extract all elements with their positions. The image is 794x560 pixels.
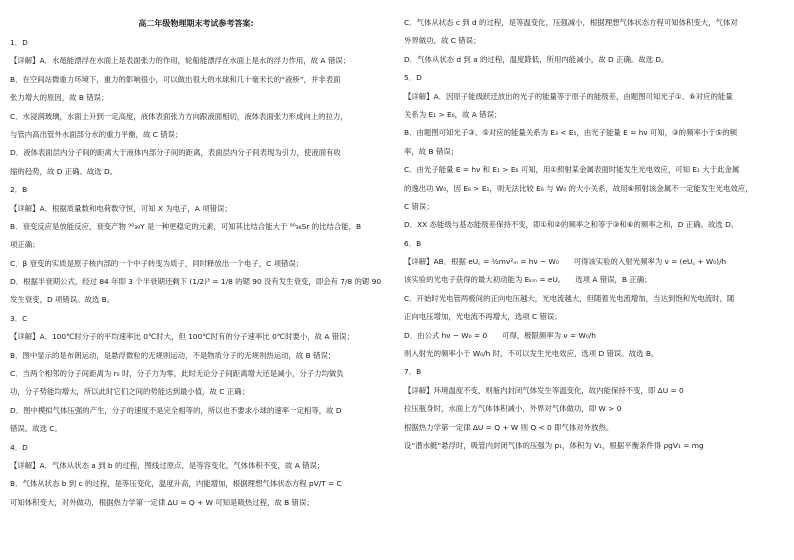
answer-text-line: 外界做功，故 C 错误；: [404, 36, 481, 46]
answer-text-line: 【详解】A．根据质量数和电荷数守恒，可知 X 为电子，A 项错误；: [10, 203, 232, 213]
answer-text-line: C．气体从状态 c 到 d 的过程，是等温变化，压强减小，根据理想气体状态方程可知体积变大，气体对: [404, 18, 738, 27]
answer-text-line: 功，分子势能均增大，所以此时它们之间的势能达到最小值，故 C 正确；: [10, 387, 249, 397]
answer-text-line: D．气体从状态 d 到 a 的过程，温度降低，所用内能减小，故 D 正确。故选 D。: [404, 54, 669, 64]
answer-text-line: B．衰变反应是放能反应，衰变产物 ⁹⁰₃₉Y 是一种更稳定的元素，可知其比结合能大于 ⁹⁰₃₈Sr 的比结合能，B: [10, 221, 362, 231]
left-column: [10, 14, 382, 512]
answer-text-line: D．XX 态能级与基态能级差保持不变，即①和②的频率之和等于③和⑥的频率之和，D 正确。故选 D。: [404, 220, 739, 230]
answer-text-line: C．水浸润玻璃，水面上升到一定高度，液体表面张力方向跟液面相切，液体表面张力形成向上的拉力，: [10, 111, 348, 121]
answer-text-line: 2．B: [10, 185, 28, 195]
answer-text-line: C．开始时光电管两极间的正向电压越大，光电流越大，但随着光电流增加，当达到饱和光电流时，随: [404, 293, 735, 303]
answer-text-line: 设“潜水艇”悬浮时，吸管内封闭气体的压强为 p₁，体积为 V₁，根据平衡条件得 ρgV₁ = mg: [404, 440, 704, 450]
answer-text-line: 关系为 E₁ > E₆，故 A 错误；: [404, 109, 502, 119]
answer-text-line: 4．D: [10, 442, 28, 452]
right-text-lines: [404, 14, 782, 455]
answer-text-line: B．气体从状态 b 到 c 的过程，是等压变化，温度升高，内能增加，根据理想气体状态方程 pV/T = C: [10, 479, 342, 489]
answer-text-line: 【详解】A．水黾能漂浮在水面上是表面张力的作用，轮船能漂浮在水面上是水的浮力作用，故 A 错误；: [10, 56, 351, 66]
answer-text-line: 3．C: [10, 313, 28, 323]
answer-text-line: D．根据半衰期公式，经过 84 年即 3 个半衰期还剩下 (1/2)³ = 1/8 的锶 90 没有发生衰变，即会有 7/8 的锶 90: [10, 277, 382, 287]
answer-text-line: 6．B: [404, 238, 422, 248]
answer-text-line: 7．B: [404, 367, 422, 377]
answer-text-line: 根据热力学第一定律 ΔU = Q + W 则 Q < 0 即气体对外放热。: [404, 422, 614, 432]
answer-text-line: 发生衰变，D 项错误。故选 B。: [10, 295, 115, 305]
answer-text-line: C．当两个相邻的分子间距离为 r₀ 时，分子力为零，此时无论分子间距离增大还是减小，分子力均做负: [10, 369, 344, 379]
answer-text-line: 缩的趋势，故 D 正确。故选 D。: [10, 166, 118, 176]
answer-text-line: 【详解】A．因原子能级跃迁放出的光子的能量等于原子的能级差，由题图可知光子①、⑥对应的能量: [404, 91, 733, 101]
answer-text-line: C．β 衰变的实质是原子核内部的一个中子转变为质子，同时释放出一个电子，C 项错误；: [10, 258, 304, 268]
answer-text-line: 率，故 B 错误；: [404, 146, 459, 156]
answer-text-line: D．图中模拟气体压强的产生，分子的速度不是完全相等的，所以也不要求小球的速率一定相等，故 D: [10, 405, 342, 415]
answer-text-line: 【详解】A．100℃时分子的平均速率比 0℃时大，但 100℃时有的分子速率比 0℃时要小，故 A 错误；: [10, 332, 354, 342]
right-column: [404, 14, 782, 455]
answer-text-line: 5．D: [404, 73, 422, 83]
answer-text-line: B．图中显示的是布朗运动，是悬浮微粒的无规则运动，不是物质分子的无规则热运动，故 B 错误；: [10, 350, 336, 360]
answer-text-line: 【详解】A．气体从状态 a 到 b 的过程，图线过原点，是等容变化，气体体积不变，故 A 错误；: [10, 460, 325, 470]
answer-text-line: 项正确；: [10, 240, 40, 250]
answer-text-line: 拉压瓶身时，水面上方气体体积减小，外界对气体做功，即 W > 0: [404, 404, 622, 414]
answer-text-line: 可知体积变大，对外做功，根据热力学第一定律 ΔU = Q + W 可知是吸热过程，故 B 错误；: [10, 497, 314, 507]
answer-text-line: 该实验的光电子获得的最大初动能为 Eₖₘ = eU꜀ 选项 A 错误，B 正确；: [404, 275, 652, 285]
left-text-lines: [10, 34, 382, 512]
answer-text-line: 则入射光的频率小于 W₀/h 时，不可以发生光电效应，选项 D 错误。故选 B。: [404, 349, 659, 359]
answer-text-line: C．由光子能量 E = hν 和 E₁ > E₆ 可知，用①照射某金属表面时能发生光电效应，可知 E₁ 大于此金属: [404, 165, 740, 175]
answer-text-line: 1．D: [10, 38, 28, 47]
answer-text-line: D．由公式 hν − W₀ = 0 可得，极限频率为 ν = W₀/h: [404, 330, 596, 340]
answer-text-line: 【详解】环境温度不变，则瓶内封闭气体发生等温变化，故内能保持不变，即 ΔU = 0: [404, 385, 684, 395]
answer-text-line: 【详解】AB．根据 eU꜀ = ½mv²ₘ = hν − W₀ 可得该实验的入射光频率为 ν = (eU꜀ + W₀)/h: [404, 257, 727, 267]
answer-text-line: 与管内高出管外水面部分水的重力平衡，故 C 错误；: [10, 129, 183, 139]
answer-text-line: 张力增大的原因，故 B 错误；: [10, 93, 109, 103]
answer-text-line: 正向电压增加，光电流不再增大，选项 C 错误；: [404, 312, 562, 322]
answer-text-line: C 错误；: [404, 201, 434, 211]
page-title: 高二年级物理期末考试参考答案:: [138, 19, 254, 28]
answer-text-line: B．在空间站微重力环境下，重力的影响很小，可以做出很大的水球和几十毫米长的“液桥”，并非表面: [10, 74, 341, 84]
answer-text-line: 的逸出功 W₀，因 E₆ > E₁，则无法比较 E₆ 与 W₀ 的大小关系，故用⑥照射该金属不一定能发生光电效应，: [404, 183, 753, 193]
answer-text-line: B．由题图可知光子③、⑤对应的能量关系为 E₃ < E₅，由光子能量 E = hν 可知，③的频率小于⑤的频: [404, 128, 738, 138]
answer-text-line: D．液体表面层内分子间的距离大于液体内部分子间的距离，表面层内分子间表现为引力，使液面有收: [10, 148, 341, 158]
answer-text-line: 错误。故选 C。: [10, 424, 62, 434]
